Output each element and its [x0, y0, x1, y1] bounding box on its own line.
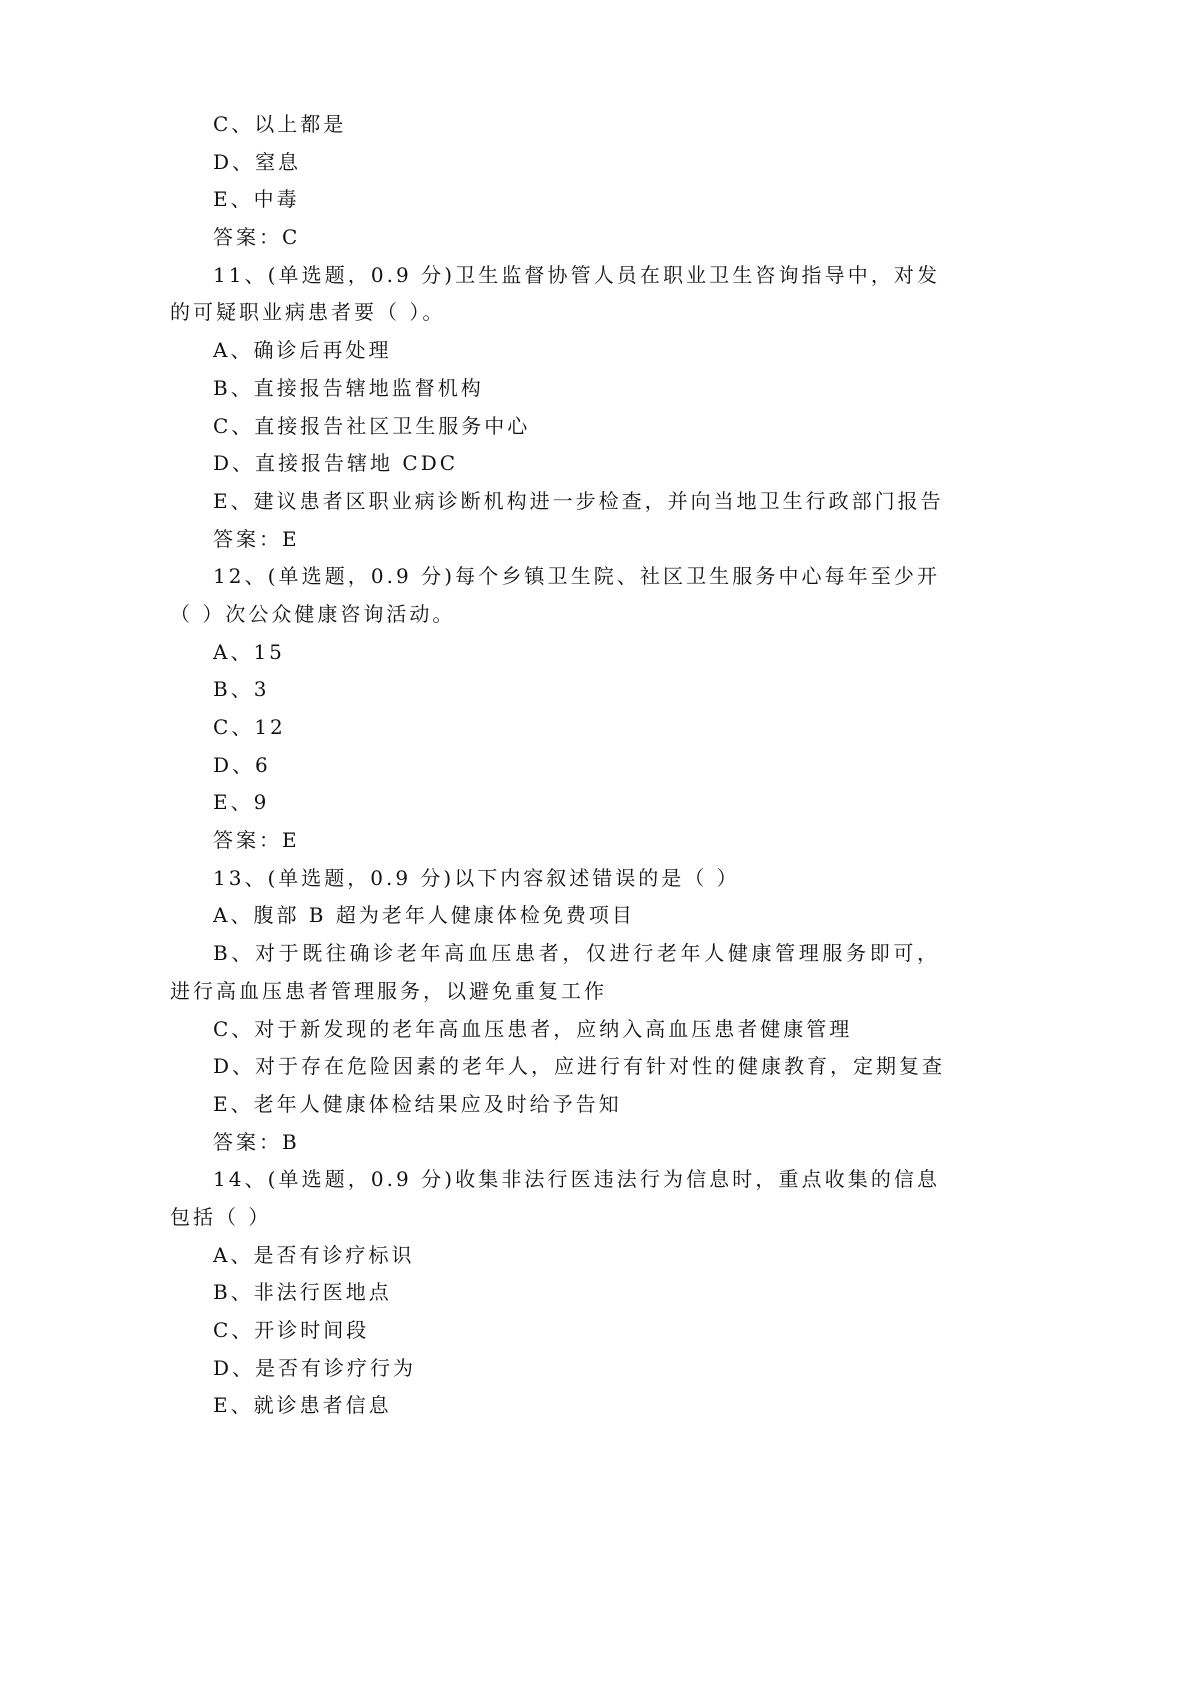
q12-stem-cont: （ ）次公众健康咨询活动。	[170, 601, 456, 626]
q14-option-c: C、开诊时间段	[213, 1318, 370, 1342]
q13-option-b: B、对于既往确诊老年高血压患者，仅进行老年人健康管理服务即可，	[213, 941, 940, 966]
q11-option-d: D、直接报告辖地 CDC	[213, 451, 459, 476]
q10-answer: 答案：C	[213, 225, 301, 250]
q11-option-a: A、确诊后再处理	[213, 338, 392, 363]
q14-option-d: D、是否有诊疗行为	[213, 1355, 417, 1380]
q14-option-a: A、是否有诊疗标识	[213, 1242, 415, 1267]
q12-option-c: C、12	[213, 715, 286, 739]
q10-option-c: C、以上都是	[213, 112, 347, 136]
q11-option-b: B、直接报告辖地监督机构	[213, 375, 484, 400]
q14-stem: 14、(单选题，0.9 分)收集非法行医违法行为信息时，重点收集的信息	[213, 1167, 940, 1192]
q13-option-d: D、对于存在危险因素的老年人，应进行有针对性的健康教育，定期复查	[213, 1054, 946, 1079]
q13-option-c: C、对于新发现的老年高血压患者，应纳入高血压患者健康管理	[213, 1016, 853, 1041]
q11-answer: 答案：E	[213, 526, 300, 551]
q13-option-e: E、老年人健康体检结果应及时给予告知	[213, 1091, 622, 1116]
q14-option-e: E、就诊患者信息	[213, 1393, 392, 1418]
q11-option-c: C、直接报告社区卫生服务中心	[213, 413, 531, 438]
q12-option-d: D、6	[213, 752, 271, 777]
q13-option-b-cont: 进行高血压患者管理服务，以避免重复工作	[170, 978, 607, 1003]
q13-answer: 答案：B	[213, 1129, 300, 1154]
q12-stem: 12、(单选题，0.9 分)每个乡镇卫生院、社区卫生服务中心每年至少开	[213, 564, 940, 589]
q14-option-b: B、非法行医地点	[213, 1280, 392, 1305]
q11-stem-cont: 的可疑职业病患者要（ ）。	[170, 300, 446, 325]
q10-option-d: D、窒息	[213, 149, 302, 174]
q12-answer: 答案：E	[213, 828, 300, 853]
q13-option-a: A、腹部 B 超为老年人健康体检免费项目	[213, 903, 635, 928]
q14-stem-cont: 包括（ ）	[170, 1204, 272, 1229]
q12-option-e: E、9	[213, 790, 270, 815]
q11-option-e: E、建议患者区职业病诊断机构进一步检查，并向当地卫生行政部门报告	[213, 488, 944, 513]
q10-option-e: E、中毒	[213, 187, 300, 212]
document-page	[170, 106, 946, 1425]
q13-stem: 13、(单选题，0.9 分)以下内容叙述错误的是（ ）	[213, 865, 740, 890]
q12-option-a: A、15	[213, 639, 285, 664]
q11-stem: 11、(单选题，0.9 分)卫生监督协管人员在职业卫生咨询指导中，对发	[213, 262, 940, 287]
q12-option-b: B、3	[213, 677, 270, 702]
